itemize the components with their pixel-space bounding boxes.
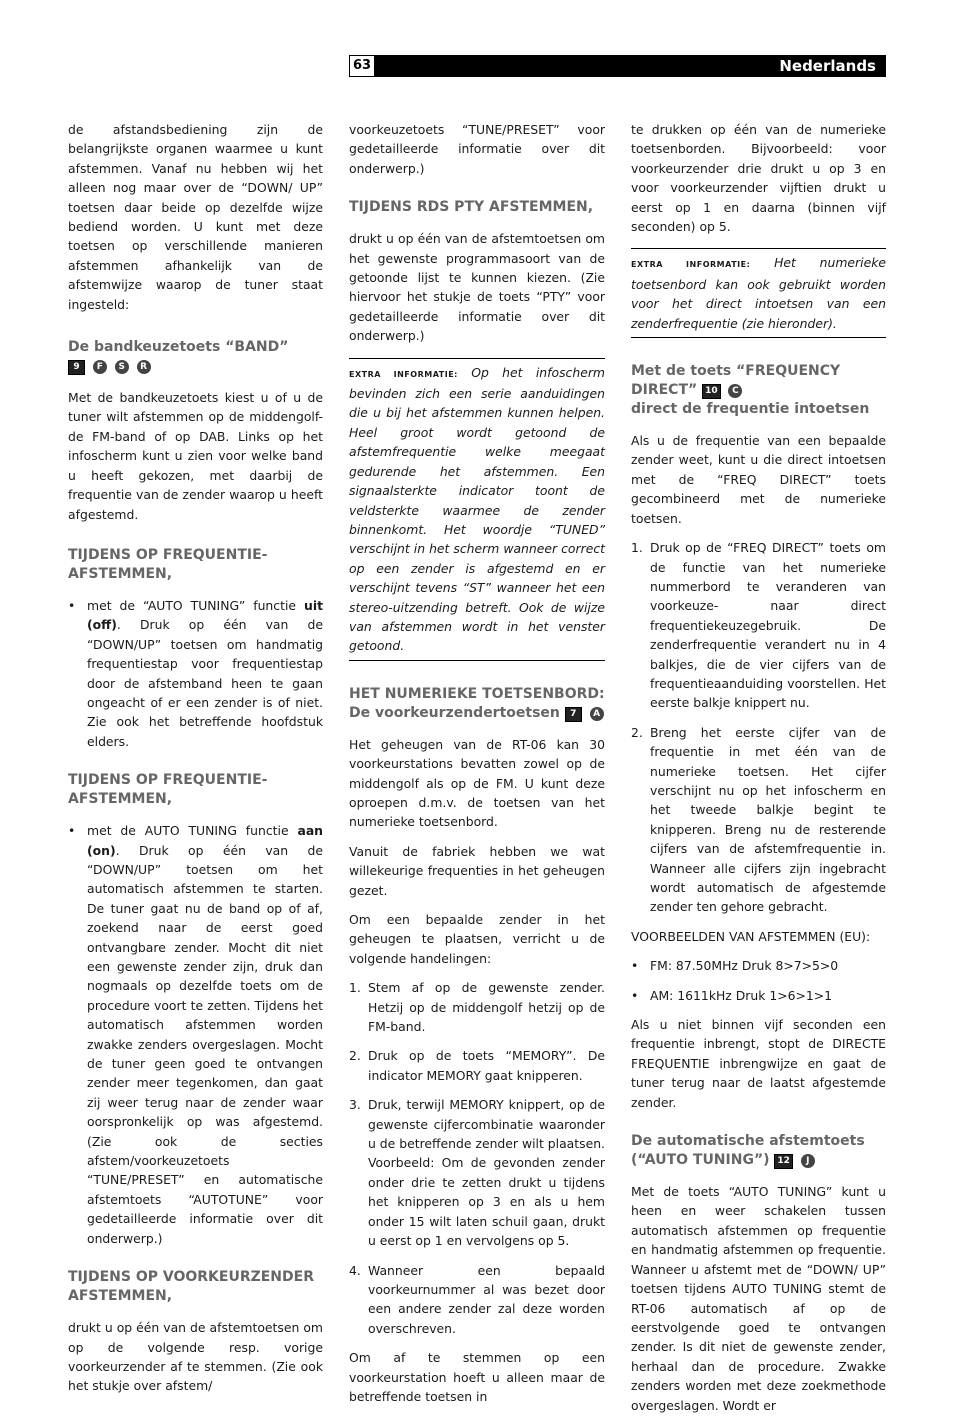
key-badge: S	[115, 360, 129, 374]
freq2-heading: TIJDENS OP FREQUENTIE-AFSTEMMEN,	[68, 772, 268, 808]
list-item	[349, 1095, 605, 1250]
bullet: •	[631, 987, 639, 1003]
intro-paragraph: de afstandsbediening zijn de belangrijkste organen waarmee u kunt afstemmen. Vanaf nu hebben wij het alleen nog maar over de “DOWN/ UP” toetsen daar beide op dezelfde wijze bediend worden. U kunt met deze toetsen op verschillende manieren afstemmen afhankelijk van de afstemwijze waarop de tuner staat ingesteld:	[68, 122, 323, 312]
note-paragraph	[349, 363, 605, 656]
freq1-list	[68, 596, 323, 751]
continued-paragraph: te drukken op één van de numerieke toetsenborden. Bijvoorbeeld: voor voorkeurzender drie drukt u op 3 en voor voorkeurzender vijftien drukt u eerst op 1 en daarna (binnen vijf seconden) op 5.	[631, 122, 886, 235]
freq1-bold: uit (off)	[87, 597, 323, 633]
step-marker: 3.	[349, 1097, 361, 1113]
page-number: 63	[349, 55, 375, 77]
list-item	[631, 986, 886, 1005]
note-label: EXTRA INFORMATIE:	[631, 260, 751, 270]
bullet: •	[68, 823, 76, 839]
keypad-heading-text: HET NUMERIEKE TOETSENBORD: De voorkeurzendertoetsen	[349, 685, 605, 721]
rds-heading: TIJDENS RDS PTY AFSTEMMEN,	[349, 199, 594, 216]
column-3	[631, 120, 886, 1425]
column-1	[68, 120, 323, 1406]
list-item	[349, 1261, 605, 1339]
key-badge: R	[137, 360, 151, 374]
step-marker: 1.	[631, 540, 643, 556]
freq2-list	[68, 821, 323, 1248]
freq2-text-pre: met de AUTO TUNING functie	[87, 823, 298, 839]
extra-info-note	[349, 358, 605, 661]
step-text: Wanneer een bepaald voorkeurnummer al was bezet door een andere zender zal deze worden overschreven.	[368, 1262, 605, 1336]
step-text: Druk, terwijl MEMORY knippert, op de gewenste cijfercombinatie waaronder u de betreffende zender wilt plaatsen. Voorbeeld: Om de gevonden zender onder drie te zetten drukt u tijdens het knipperen op 3 en als u hem onder 15 wilt laten schuil gaan, drukt u eerst op 1 en vervolgens op 5.	[368, 1097, 605, 1249]
list-item	[68, 596, 323, 751]
band-heading-text: De bandkeuzetoets “BAND”	[68, 339, 289, 356]
freq1-heading: TIJDENS OP FREQUENTIE-AFSTEMMEN,	[68, 546, 268, 582]
example-text: FM: 87.50MHz Druk 8>7>5>0	[650, 958, 839, 974]
band-paragraph: Met de bandkeuzetoets kiest u of u de tuner wilt afstemmen op de middengolf- de FM-band of op DAB. Links op het infoscherm kunt u zien voor welke band u heeft gekozen, met daarbij de frequentie van de zender waarop u heeft afgestemd.	[68, 390, 323, 522]
band-heading	[68, 338, 323, 376]
store-steps	[349, 978, 605, 1338]
freq1-text-pre: met de “AUTO TUNING” functie	[87, 597, 304, 613]
key-badge: 10	[702, 384, 721, 399]
examples-list	[631, 956, 886, 1005]
example-text: AM: 1611kHz Druk 1>6>1>1	[650, 987, 833, 1003]
bullet: •	[68, 597, 76, 613]
auto-heading	[631, 1132, 886, 1170]
list-item	[631, 723, 886, 917]
list-item	[349, 978, 605, 1036]
direct-subheading-text: direct de frequentie intoetsen	[631, 401, 870, 418]
language-label: Nederlands	[779, 57, 876, 75]
step-text: Druk op de “FREQ DIRECT” toets om de functie van het numerieke nummerbord te veranderen van voorkeuze- naar direct frequentiekeuzegebruik. De zenderfrequentie verandert nu in 4 balkjes, die de vier cijfers van de frequentieaanduiding voorstellen. Het eerste balkje knippert nu.	[650, 540, 886, 711]
step-marker: 2.	[349, 1048, 361, 1064]
rds-paragraph: drukt u op één van de afstemtoetsen om het gewenste programmasoort van de getoonde lijst te kunnen kiezen. (Zie hiervoor het stukje de toets “PTY” voor gedetailleerde informatie over dit onderwerp.)	[349, 231, 605, 344]
timeout-paragraph: Als u niet binnen vijf seconden een frequentie inbrengt, stopt de DIRECTE FREQUENTIE inbrengwijze en gaat de tuner terug naar de laatst afgestemde zender.	[631, 1017, 886, 1110]
note-text: Op het infoscherm bevinden zich een serie aanduidingen die u bij het afstemmen kunnen helpen. Heel groot wordt getoond de afstemfrequentie welke meegaat gedurende het afstemmen. Een signaalsterkte indicator toont de veldsterkte waarmee de zender binnenkomt. Het woordje “TUNED” verschijnt in het scherm wanneer correct op een zender is afgestemd en er verschijnt tevens “ST” wanneer het een stereo-uitzending betreft. Ook de wijze van afstemmen wordt in het venster getoond.	[349, 364, 605, 654]
auto-heading-text: De automatische afstemtoets (“AUTO TUNING”)	[631, 1133, 865, 1169]
factory-paragraph: Vanuit de fabriek hebben we wat willekeurige frequenties in het geheugen gezet.	[349, 843, 605, 898]
store-intro-paragraph: Om een bepaalde zender in het geheugen te plaatsen, verricht u de volgende handelingen:	[349, 912, 605, 966]
list-item	[631, 956, 886, 975]
note-text: Het numerieke toetsenbord kan ook gebruikt worden voor het direct intoetsen van een zenderfrequentie (zie hieronder).	[631, 255, 886, 331]
key-badge: F	[93, 360, 107, 374]
key-badge: 7	[565, 707, 582, 722]
step-marker: 2.	[631, 724, 643, 740]
key-badge: C	[728, 384, 742, 398]
list-item	[68, 821, 323, 1248]
list-item	[631, 538, 886, 713]
direct-steps	[631, 538, 886, 917]
direct-intro-paragraph: Als u de frequentie van een bepaalde zender weet, kunt u die direct intoetsen met de “FREQ DIRECT” toets gecombineerd met de numerieke toetsen.	[631, 433, 886, 526]
preset-heading: TIJDENS OP VOORKEURZENDER AFSTEMMEN,	[68, 1269, 314, 1305]
key-badge: J	[801, 1154, 815, 1168]
column-2	[349, 120, 605, 1416]
key-badge: A	[590, 707, 604, 721]
freq2-bold: aan (on)	[87, 823, 323, 858]
continued-paragraph: voorkeuzetoets “TUNE/PRESET” voor gedetailleerde informatie over dit onderwerp.)	[349, 122, 605, 176]
preset-paragraph: drukt u op één van de afstemtoetsen om op de volgende resp. vorige voorkeurzender af te stemmen. (Zie ook het stukje over afstem/	[68, 1320, 323, 1394]
examples-label: VOORBEELDEN VAN AFSTEMMEN (EU):	[631, 928, 871, 944]
freq2-text-post: . Druk op één van de “DOWN/UP” toetsen om het automatisch afstemmen te starten. De tuner gaat nu de band op of af, zoekend naar de eerst goed ontvangbare zender. Mocht dit niet een gewenste zender zijn, druk dan nogmaals op dezelfde toets om de procedure voort te zetten. Tijdens het automatisch afstemmen worden zwakke zenders overgeslagen. Mocht de tuner geen goed te ontvangen zender meer tegenkomen, dan gaat zij weer terug naar de zender waar oorspronkelijk op was afgestemd. (Zie ook de secties afstem/voorkeuzetoets “TUNE/PRESET” en automatische afstemtoets “AUTOTUNE” voor gedetailleerde informatie over dit onderwerp.)	[87, 842, 323, 1246]
freq1-text-post: . Druk op één van de “DOWN/UP” toetsen om handmatig frequentiestap voor frequentiestap door de afstemband heen te gaan ongeacht of er een zender is of niet. Zie ook het betreffende hoofdstuk elders.	[87, 617, 323, 749]
recall-paragraph: Om af te stemmen op een voorkeurstation hoeft u alleen maar de betreffende toetsen in	[349, 1350, 605, 1404]
memory-paragraph: Het geheugen van de RT-06 kan 30 voorkeurstations bevatten zowel op de middengolf als op de FM. U kunt deze oproepen d.m.v. de toetsen van het numerieke toetsenbord.	[349, 736, 605, 830]
keypad-heading	[349, 685, 605, 723]
bullet: •	[631, 958, 639, 974]
step-text: Breng het eerste cijfer van de frequentie in met één van de numerieke toetsen. Het cijfer verschijnt nu op het infoscherm en het tweede balkje begint te knipperen. Breng nu de resterende cijfers van de afstemfrequentie in. Wanneer alle cijfers zijn ingebracht wordt automatisch de afgestemde zender ten gehore gebracht.	[650, 724, 886, 915]
direct-heading	[631, 362, 886, 419]
direct-heading-text: Met de toets “FREQUENCY DIRECT”	[631, 363, 841, 399]
key-badge: 12	[774, 1154, 793, 1169]
extra-info-note	[631, 248, 886, 338]
step-marker: 1.	[349, 980, 361, 996]
step-text: Druk op de toets “MEMORY”. De indicator MEMORY gaat knipperen.	[368, 1048, 605, 1083]
note-label: EXTRA INFORMATIE:	[349, 369, 458, 379]
key-badge: 9	[68, 360, 85, 375]
list-item	[349, 1046, 605, 1085]
auto-paragraph: Met de toets “AUTO TUNING” kunt u heen en weer schakelen tussen automatisch afstemmen op frequentie en handmatig afstemmen op frequentie. Wanneer u afstemt met de “DOWN/ UP” toetsen tijdens AUTO TUNING stemt de RT-06 automatisch af op de eerstvolgende goed te ontvangen zender. Is dit niet de gewenste zender, herhaal dan de procedure. Zwakke zenders worden met deze zoekmethode overgeslagen. Wordt er	[631, 1184, 886, 1413]
note-paragraph	[631, 253, 886, 333]
step-marker: 4.	[349, 1262, 361, 1278]
step-text: Stem af op de gewenste zender. Hetzij op de middengolf hetzij op de FM-band.	[368, 980, 605, 1035]
